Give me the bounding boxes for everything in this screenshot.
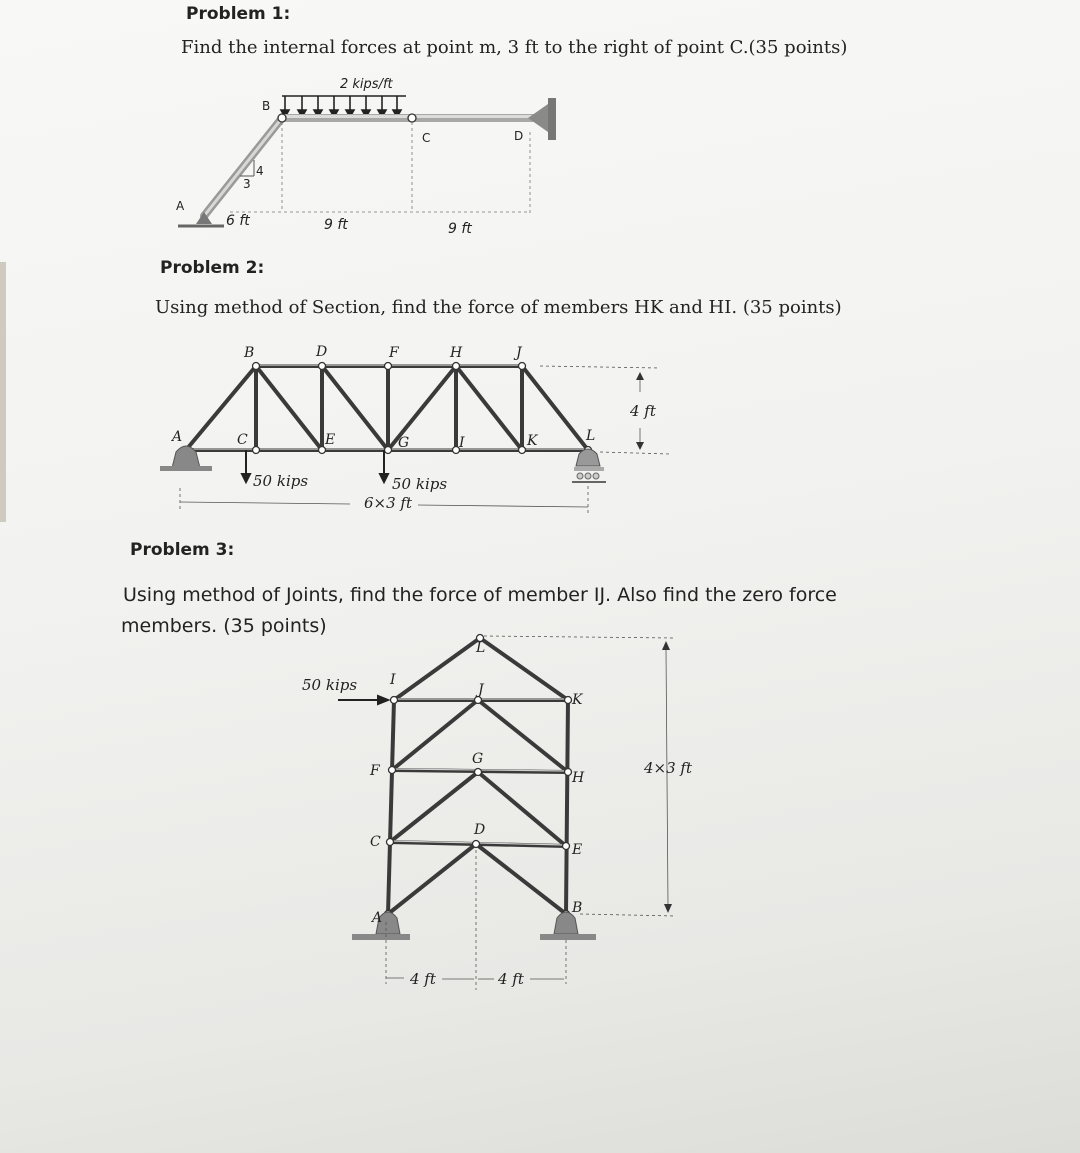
- width-label-right: 4 ft: [498, 970, 524, 988]
- problem3-heading: Problem 3:: [130, 540, 235, 560]
- node-G: G: [472, 751, 484, 767]
- node-A: A: [172, 429, 183, 445]
- node-I: I: [459, 435, 465, 451]
- problem1-heading: Problem 1:: [186, 4, 291, 24]
- problem2-statement: Using method of Section, find the force of members HK and HI. (35 points): [155, 297, 842, 318]
- node-B: B: [572, 900, 583, 916]
- load-label: 50 kips: [302, 676, 358, 694]
- node-L: L: [586, 428, 596, 444]
- node-K: K: [572, 692, 583, 708]
- problem3-statement-line2: members. (35 points): [121, 615, 327, 637]
- slope-run: 3: [243, 177, 251, 191]
- load-label: 2 kips/ft: [340, 77, 393, 92]
- horizontal-load-arrow: [338, 696, 388, 704]
- label-B: B: [262, 99, 271, 113]
- label-A: A: [176, 199, 185, 213]
- node-F: F: [389, 345, 399, 361]
- truss-joints: [385, 635, 572, 918]
- span-label: 6×3 ft: [364, 494, 413, 512]
- node-K: K: [527, 433, 538, 449]
- width-label-left: 4 ft: [410, 970, 436, 988]
- node-J: J: [516, 345, 522, 361]
- label-C: C: [422, 131, 431, 145]
- load-label-G: 50 kips: [392, 475, 448, 493]
- node-F: F: [370, 763, 380, 779]
- node-C: C: [237, 432, 248, 448]
- problem3-statement-line1: Using method of Joints, find the force of member IJ. Also find the zero force: [123, 584, 837, 606]
- node-A: A: [372, 910, 383, 926]
- problem1-statement: Find the internal forces at point m, 3 ft to the right of point C.(35 points): [181, 37, 848, 58]
- node-I: I: [390, 672, 396, 688]
- node-H: H: [450, 345, 463, 361]
- label-D: D: [514, 129, 524, 143]
- height-label: 4 ft: [630, 402, 656, 420]
- node-G: G: [398, 435, 410, 451]
- node-H: H: [572, 770, 585, 786]
- node-D: D: [474, 822, 486, 838]
- dim-9ft-b: 9 ft: [448, 221, 472, 237]
- dim-6ft: 6 ft: [226, 213, 250, 229]
- pin-support-B: [540, 912, 596, 940]
- node-B: B: [244, 345, 255, 361]
- node-C: C: [370, 834, 381, 850]
- width-dimension: [386, 850, 566, 990]
- node-J: J: [478, 682, 484, 698]
- problem2-heading: Problem 2:: [160, 258, 265, 278]
- load-label-C: 50 kips: [253, 472, 309, 490]
- node-E: E: [572, 842, 583, 858]
- slope-rise: 4: [256, 164, 264, 178]
- dim-9ft-a: 9 ft: [324, 217, 348, 233]
- height-label: 4×3 ft: [644, 759, 693, 777]
- node-D: D: [316, 344, 328, 360]
- node-E: E: [325, 432, 336, 448]
- node-L: L: [476, 640, 486, 656]
